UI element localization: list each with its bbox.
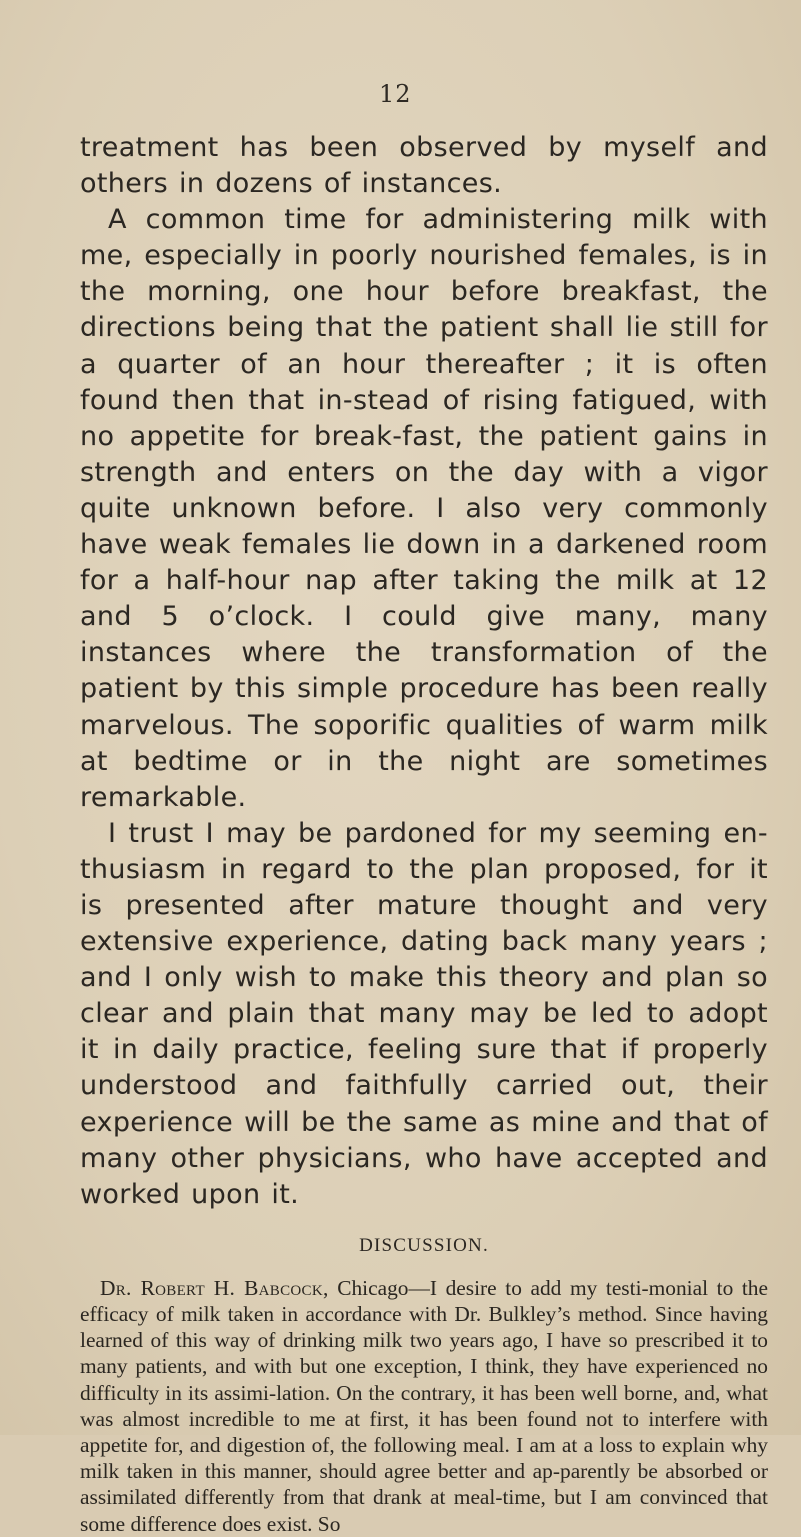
discussion-paragraph: [80, 1275, 768, 1537]
paragraph-continued: treatment has been observed by myself and others in dozens of instances.: [80, 132, 768, 200]
paragraph-milk-timing: A common time for administering milk with me, especially in poorly nourished females, is in the morning, one hour before breakfast, the directions being that the patient shall lie still for a quarter of an hour thereafter ; it is often found then that in-stead of rising fatigued, with no appetite for break-fast, the patient gains in strength and enters on the day with a vigor quite unknown before. I also very commonly have weak females lie down in a darkened room for a half-hour nap after taking the milk at 12 and 5 o’clock. I could give many, many instances where the transformation of the patient by this simple procedure has been really marvelous. The soporific qualities of warm milk at bedtime or in the night are sometimes remarkable.: [80, 204, 768, 813]
paragraph-enthusiasm: I trust I may be pardoned for my seeming en-thusiasm in regard to the plan proposed, for it is presented after mature thought and very extensive experience, dating back many years ; and I only wish to make this theory and plan so clear and plain that many may be led to adopt it in daily practice, feeling sure that if properly understood and faithfully carried out, their experience will be the same as mine and that of many other physicians, who have accepted and worked upon it.: [80, 817, 768, 1210]
main-text-column: [80, 130, 768, 1537]
discussion-text: Chicago—I desire to add my testi-monial to the efficacy of milk taken in accordance with Dr. Bulkley’s method. Since having learned of this way of drinking milk two years ago, I have so prescribed it to many patients, and with but one exception, I think, they have experienced no difficulty in its assimi-lation. On the contrary, it has been well borne, and, what was almost incredible to me at first, it has been found not to interfere with appetite for, and digestion of, the following meal. I am at a loss to explain why milk taken in this manner, should agree better and ap-parently be absorbed or assimilated differently from that drank at meal-time, but I am convinced that some difference does exist. So: [80, 1275, 768, 1536]
page-number: 12: [379, 80, 412, 108]
discussion-speaker: Dr. Robert H. Babcock,: [100, 1275, 329, 1300]
discussion-heading: DISCUSSION.: [359, 1234, 489, 1256]
